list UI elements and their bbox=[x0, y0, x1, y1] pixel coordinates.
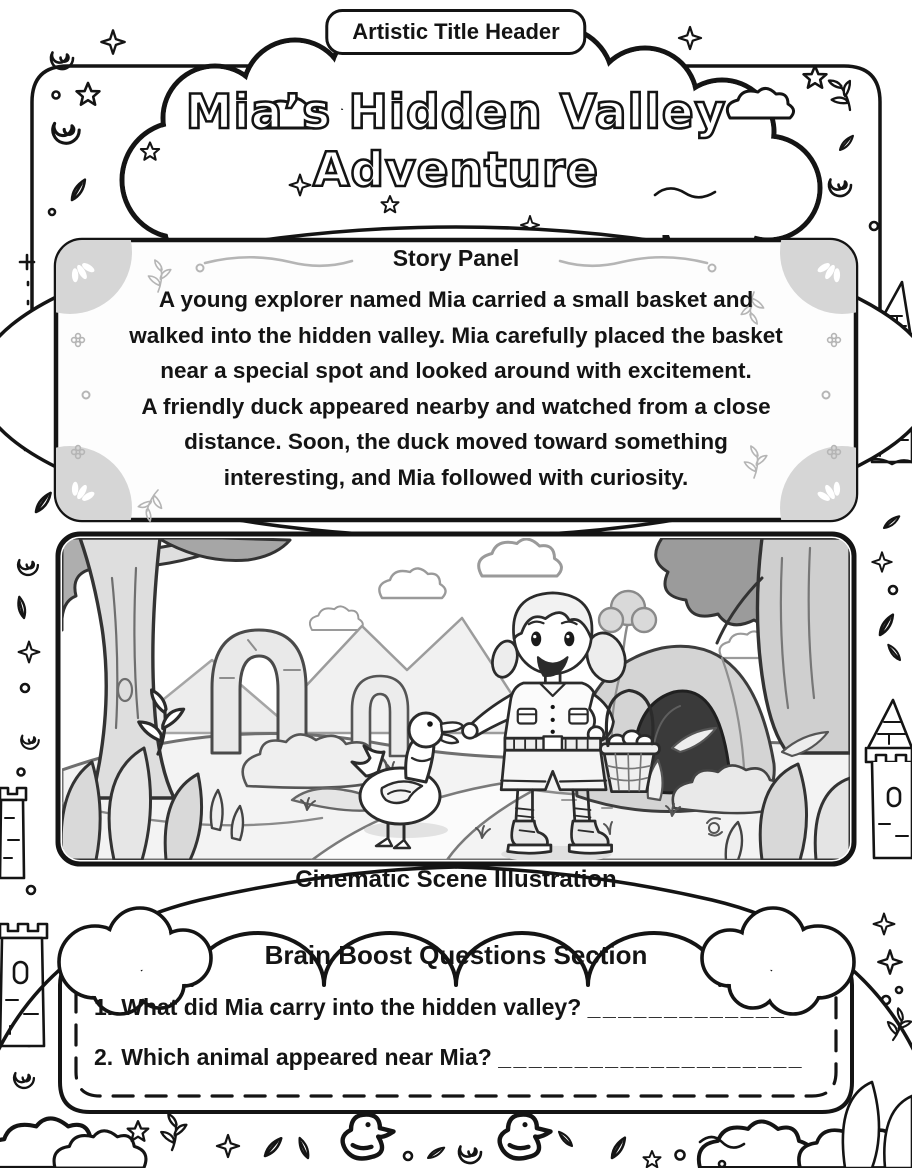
duckling-icon bbox=[343, 1115, 394, 1159]
bush-icon bbox=[699, 1122, 814, 1168]
castle-doodle-right-mid bbox=[866, 700, 912, 858]
question-row-2 bbox=[94, 1044, 834, 1071]
swirl-icon bbox=[459, 1147, 481, 1164]
castle-doodle-left-top bbox=[0, 788, 26, 878]
duckling-icon bbox=[500, 1115, 551, 1159]
leaf-icon bbox=[297, 1137, 311, 1159]
story-line: A young explorer named Mia carried a small basket and bbox=[158, 287, 754, 312]
leaf-icon bbox=[886, 643, 902, 661]
question-row-1 bbox=[94, 994, 834, 1021]
star-icon bbox=[643, 1151, 660, 1167]
dot-icon bbox=[889, 586, 897, 594]
sparkle-icon bbox=[19, 642, 40, 663]
scene-caption: Cinematic Scene Illustration bbox=[295, 866, 617, 893]
sparkle-icon bbox=[217, 1135, 239, 1157]
story-line: A friendly duck appeared nearby and watched from a close bbox=[141, 393, 771, 419]
question-2-answer-blank[interactable]: ____________________ bbox=[498, 1044, 805, 1070]
swirl-icon bbox=[21, 736, 39, 749]
leaf-icon bbox=[427, 1145, 446, 1160]
leaf-icon bbox=[883, 514, 901, 530]
question-2-number: 2. bbox=[94, 1044, 114, 1070]
leaf-icon bbox=[34, 491, 53, 514]
dot-icon bbox=[676, 1151, 685, 1160]
question-2-text: Which animal appeared near Mia? bbox=[121, 1044, 492, 1070]
big-leaf-icon bbox=[884, 1096, 912, 1168]
dot-icon bbox=[21, 684, 29, 692]
leaf-icon bbox=[263, 1136, 283, 1159]
sparkle-icon bbox=[101, 30, 124, 53]
questions-heading: Brain Boost Questions Section bbox=[264, 940, 648, 970]
sparkle-icon bbox=[872, 552, 892, 572]
story-line: interesting, and Mia followed with curiosity. bbox=[223, 464, 689, 490]
page-title bbox=[0, 84, 912, 200]
swirl-icon bbox=[14, 1073, 34, 1088]
leaf-icon bbox=[16, 596, 27, 618]
leaf-icon bbox=[557, 1130, 574, 1147]
scene-illustration bbox=[62, 538, 850, 860]
leaf-sprig-icon bbox=[161, 1114, 186, 1150]
leaf-icon bbox=[878, 613, 896, 637]
artistic-title-header-badge: Artistic Title Header bbox=[325, 9, 586, 55]
leaf-icon bbox=[610, 1136, 628, 1160]
story-text bbox=[66, 282, 846, 495]
dot-icon bbox=[404, 1152, 412, 1160]
question-1-number: 1. bbox=[94, 994, 114, 1020]
question-1-text: What did Mia carry into the hidden valley? bbox=[121, 994, 582, 1020]
dot-icon bbox=[896, 987, 902, 993]
story-line: near a special spot and looked around with excitement. bbox=[160, 358, 752, 383]
dot-icon bbox=[870, 222, 878, 230]
page-title-line2: Adventure bbox=[313, 143, 599, 198]
story-panel-heading: Story Panel bbox=[392, 245, 520, 271]
page-title-line1: Mia’s Hidden Valley bbox=[185, 85, 727, 140]
sparkle-icon bbox=[679, 27, 701, 49]
story-line: distance. Soon, the duck moved toward something bbox=[184, 429, 728, 454]
question-1-answer-blank[interactable]: _____________ bbox=[587, 994, 787, 1020]
swirl-icon bbox=[18, 560, 38, 575]
sparkle-icon bbox=[874, 914, 895, 935]
dot-icon bbox=[719, 1161, 725, 1167]
dot-icon bbox=[49, 209, 55, 215]
dot-icon bbox=[18, 769, 25, 776]
story-line: walked into the hidden valley. Mia carefully placed the basket bbox=[129, 322, 783, 348]
